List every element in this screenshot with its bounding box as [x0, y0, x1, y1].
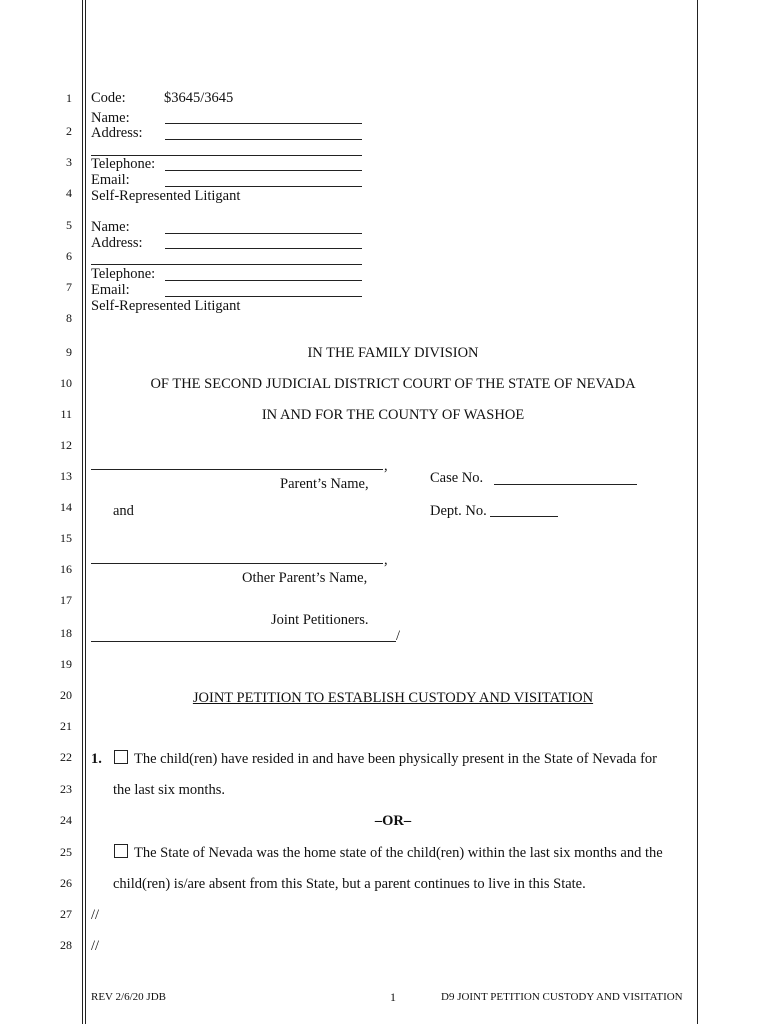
party2-telephone-field[interactable]	[165, 280, 362, 281]
line-number: 21	[60, 719, 72, 733]
caption-comma-2: ,	[384, 552, 388, 568]
party2-address-field[interactable]	[165, 248, 362, 249]
parent-name-label: Parent’s Name,	[280, 476, 369, 492]
line-number: 15	[60, 531, 72, 545]
footer-revision: REV 2/6/20 JDB	[91, 991, 166, 1003]
footer-form-title: D9 JOINT PETITION CUSTODY AND VISITATION	[441, 991, 683, 1003]
party1-name-field[interactable]	[165, 123, 362, 124]
line-number: 10	[60, 376, 72, 390]
line-number: 17	[60, 593, 72, 607]
footer-page-number: 1	[390, 990, 396, 1004]
line-number: 24	[60, 813, 72, 827]
left-margin-rule-2	[85, 0, 86, 1024]
party2-email-field[interactable]	[165, 296, 362, 297]
line-number: 9	[66, 345, 72, 359]
line-number: 2	[66, 124, 72, 138]
option1-checkbox[interactable]	[114, 750, 128, 764]
line-number: 18	[60, 626, 72, 640]
joint-petitioners-label: Joint Petitioners.	[271, 612, 369, 628]
line-number: 25	[60, 845, 72, 859]
option1-text-line1: The child(ren) have resided in and have been physically present in the State of Nevada for	[134, 751, 658, 767]
line-number: 8	[66, 311, 72, 325]
party2-telephone-label: Telephone:	[91, 266, 156, 282]
line-number: 1	[66, 91, 72, 105]
party1-telephone-field[interactable]	[165, 170, 362, 171]
line-number: 22	[60, 750, 72, 764]
party1-email-field[interactable]	[165, 186, 362, 187]
continuation-mark-2: //	[91, 938, 100, 954]
party1-address-field[interactable]	[165, 139, 362, 140]
caption-comma-1: ,	[384, 458, 388, 474]
line-number: 16	[60, 562, 72, 576]
party1-address-label: Address:	[91, 125, 143, 141]
item-number: 1.	[91, 751, 102, 767]
code-value: $3645/3645	[164, 90, 234, 106]
other-parent-name-label: Other Parent’s Name,	[242, 570, 368, 586]
option2-checkbox[interactable]	[114, 844, 128, 858]
court-heading-line3: IN AND FOR THE COUNTY OF WASHOE	[261, 407, 525, 423]
line-number: 13	[60, 469, 72, 483]
line-number: 6	[66, 249, 72, 263]
party2-name-field[interactable]	[165, 233, 362, 234]
line-number: 7	[66, 280, 72, 294]
case-no-field[interactable]	[494, 484, 637, 485]
line-number: 12	[60, 438, 72, 452]
option2-text-line1: The State of Nevada was the home state of the child(ren) within the last six months and the	[134, 845, 663, 861]
party2-address-field-2[interactable]	[91, 264, 362, 265]
other-parent-name-field[interactable]	[91, 563, 383, 564]
court-heading-line2: OF THE SECOND JUDICIAL DISTRICT COURT OF THE STATE OF NEVADA	[150, 376, 636, 392]
dept-no-field[interactable]	[490, 516, 558, 517]
parent-name-field[interactable]	[91, 469, 383, 470]
option1-text-line2: the last six months.	[113, 782, 225, 798]
and-label: and	[113, 503, 134, 519]
code-label: Code:	[91, 90, 126, 106]
party2-address-label: Address:	[91, 235, 143, 251]
line-number: 3	[66, 155, 72, 169]
line-number: 11	[60, 407, 72, 421]
line-number: 19	[60, 657, 72, 671]
party2-name-label: Name:	[91, 219, 130, 235]
party1-name-label: Name:	[91, 110, 130, 126]
case-no-label: Case No.	[430, 470, 484, 486]
party2-email-label: Email:	[91, 282, 130, 298]
line-number: 4	[66, 186, 72, 200]
party2-status: Self-Represented Litigant	[91, 298, 241, 314]
party1-telephone-label: Telephone:	[91, 156, 156, 172]
party1-status: Self-Represented Litigant	[91, 188, 241, 204]
party1-email-label: Email:	[91, 172, 130, 188]
line-number: 23	[60, 782, 72, 796]
or-label: –OR–	[374, 813, 412, 829]
line-number: 26	[60, 876, 72, 890]
continuation-mark-1: //	[91, 907, 100, 923]
caption-bottom-line	[91, 641, 396, 642]
caption-slash: /	[396, 628, 401, 644]
left-margin-rule-1	[82, 0, 83, 1024]
court-heading-line1: IN THE FAMILY DIVISION	[307, 345, 479, 361]
line-number: 27	[60, 907, 72, 921]
line-number: 28	[60, 938, 72, 952]
option2-text-line2: child(ren) is/are absent from this State, but a parent continues to live in this State.	[113, 876, 586, 892]
line-number: 20	[60, 688, 72, 702]
line-number: 14	[60, 500, 72, 514]
line-number: 5	[66, 218, 72, 232]
document-title: JOINT PETITION TO ESTABLISH CUSTODY AND VISITATION	[192, 690, 594, 706]
right-margin-rule	[697, 0, 698, 1024]
dept-no-label: Dept. No.	[430, 503, 487, 519]
